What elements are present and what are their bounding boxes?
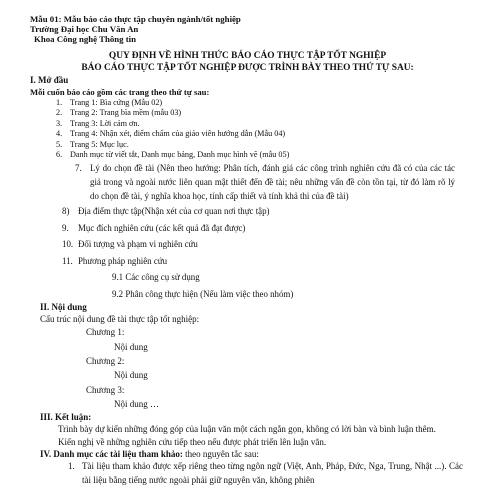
- list-item-8: 8) Địa điểm thực tập(Nhận xét của cơ quan nơi thực tập): [62, 206, 270, 217]
- list-item-10: 10. Đối tượng và phạm vi nghiên cứu: [62, 239, 198, 250]
- chapter-1: Chương 1:: [86, 327, 125, 338]
- list-item: 5. Trang 5: Mục lục.: [56, 139, 129, 149]
- chapter-2: Chương 2:: [86, 356, 125, 367]
- university-name: Trường Đại học Chu Văn An: [30, 24, 139, 35]
- document-subtitle: BÁO CÁO THỰC TẬP TỐT NGHIỆP ĐƯỢC TRÌNH BÀY THEO THỨ TỰ SAU:: [81, 63, 414, 74]
- list-item-7: 7. Lý do chọn đề tài (Nên theo hướng: Phân tích, đánh giá các công trình nghiên cứu đã có của các tác giả trong và ngoài nước liên quan mật thiết đến đề tài; nêu những vấn đề còn tồn tại, từ đó làm rõ lý do chọn đề tài, ý nghĩa khoa học, tính cấp thiết và tính khả thi của đề tài): [75, 162, 455, 202]
- conclusion-paragraph-1: Trình bày dự kiến những đóng góp của luận văn một cách ngắn gọn, không có lời bàn và bình luận thêm.: [58, 424, 436, 435]
- intro-lead: Mỗi cuốn báo cáo gồm các trang theo thứ tự sau:: [30, 86, 210, 97]
- list-subitem-9-2: 9.2 Phân công thực hiện (Nếu làm việc theo nhóm): [112, 288, 294, 299]
- section-heading-conclusion: III. Kết luận:: [40, 411, 92, 422]
- list-item: 3. Trang 3: Lời cảm ơn.: [56, 118, 140, 128]
- chapter-2-content: Nội dung: [114, 370, 148, 381]
- form-header: Mẫu 01: Mẫu báo cáo thực tập chuyên ngành/tốt nghiệp: [30, 14, 241, 24]
- faculty-name: Khoa Công nghệ Thông tin: [34, 34, 137, 45]
- document-title: QUY ĐỊNH VỀ HÌNH THỨC BÁO CÁO THỰC TẬP TỐT NGHIỆP: [108, 51, 387, 62]
- section-heading-references: IV. Danh mục các tài liệu tham khảo: theo nguyên tắc sau:: [40, 448, 259, 459]
- conclusion-paragraph-2: Kiến nghị về những nghiên cứu tiếp theo nếu được phát triển lên luận văn.: [58, 437, 327, 448]
- list-item: 4. Trang 4: Nhận xét, điểm chấm của giáo viên hướng dẫn (Mẫu 04): [56, 129, 286, 139]
- section-heading-intro: I. Mở đầu: [30, 74, 69, 85]
- content-lead: Cấu trúc nội dung đề tài thực tập tốt nghiệp:: [40, 313, 200, 324]
- page-order-list: [0, 98, 495, 161]
- list-item-11: 11. Phương pháp nghiên cứu: [62, 255, 168, 266]
- list-item: 2. Trang 2: Trang bìa mềm (mẫu 03): [56, 108, 182, 118]
- chapter-3-content: Nội dung …: [114, 399, 159, 410]
- chapter-3: Chương 3:: [86, 384, 125, 395]
- list-subitem-9-1: 9.1 Các công cụ sử dụng: [112, 272, 200, 283]
- list-item-9: 9. Mục đích nghiên cứu (các kết quả đã đạt được): [62, 222, 246, 233]
- reference-rule-1: 1. Tài liệu tham khảo được xếp riêng theo từng ngôn ngữ (Việt, Anh, Pháp, Đức, Nga, Trung, Nhật ...). Các tài liệu bằng tiếng nước ngoài phải giữ nguyên văn, không phiên: [68, 461, 463, 485]
- chapter-1-content: Nội dung: [114, 341, 148, 352]
- list-item: 6. Danh mục từ viết tắt, Danh mục bảng, Danh mục hình vẽ (mẫu 05): [56, 150, 290, 160]
- list-item: 1. Trang 1: Bìa cứng (Mẫu 02): [56, 97, 163, 107]
- section-heading-content: II. Nội dung: [40, 302, 87, 313]
